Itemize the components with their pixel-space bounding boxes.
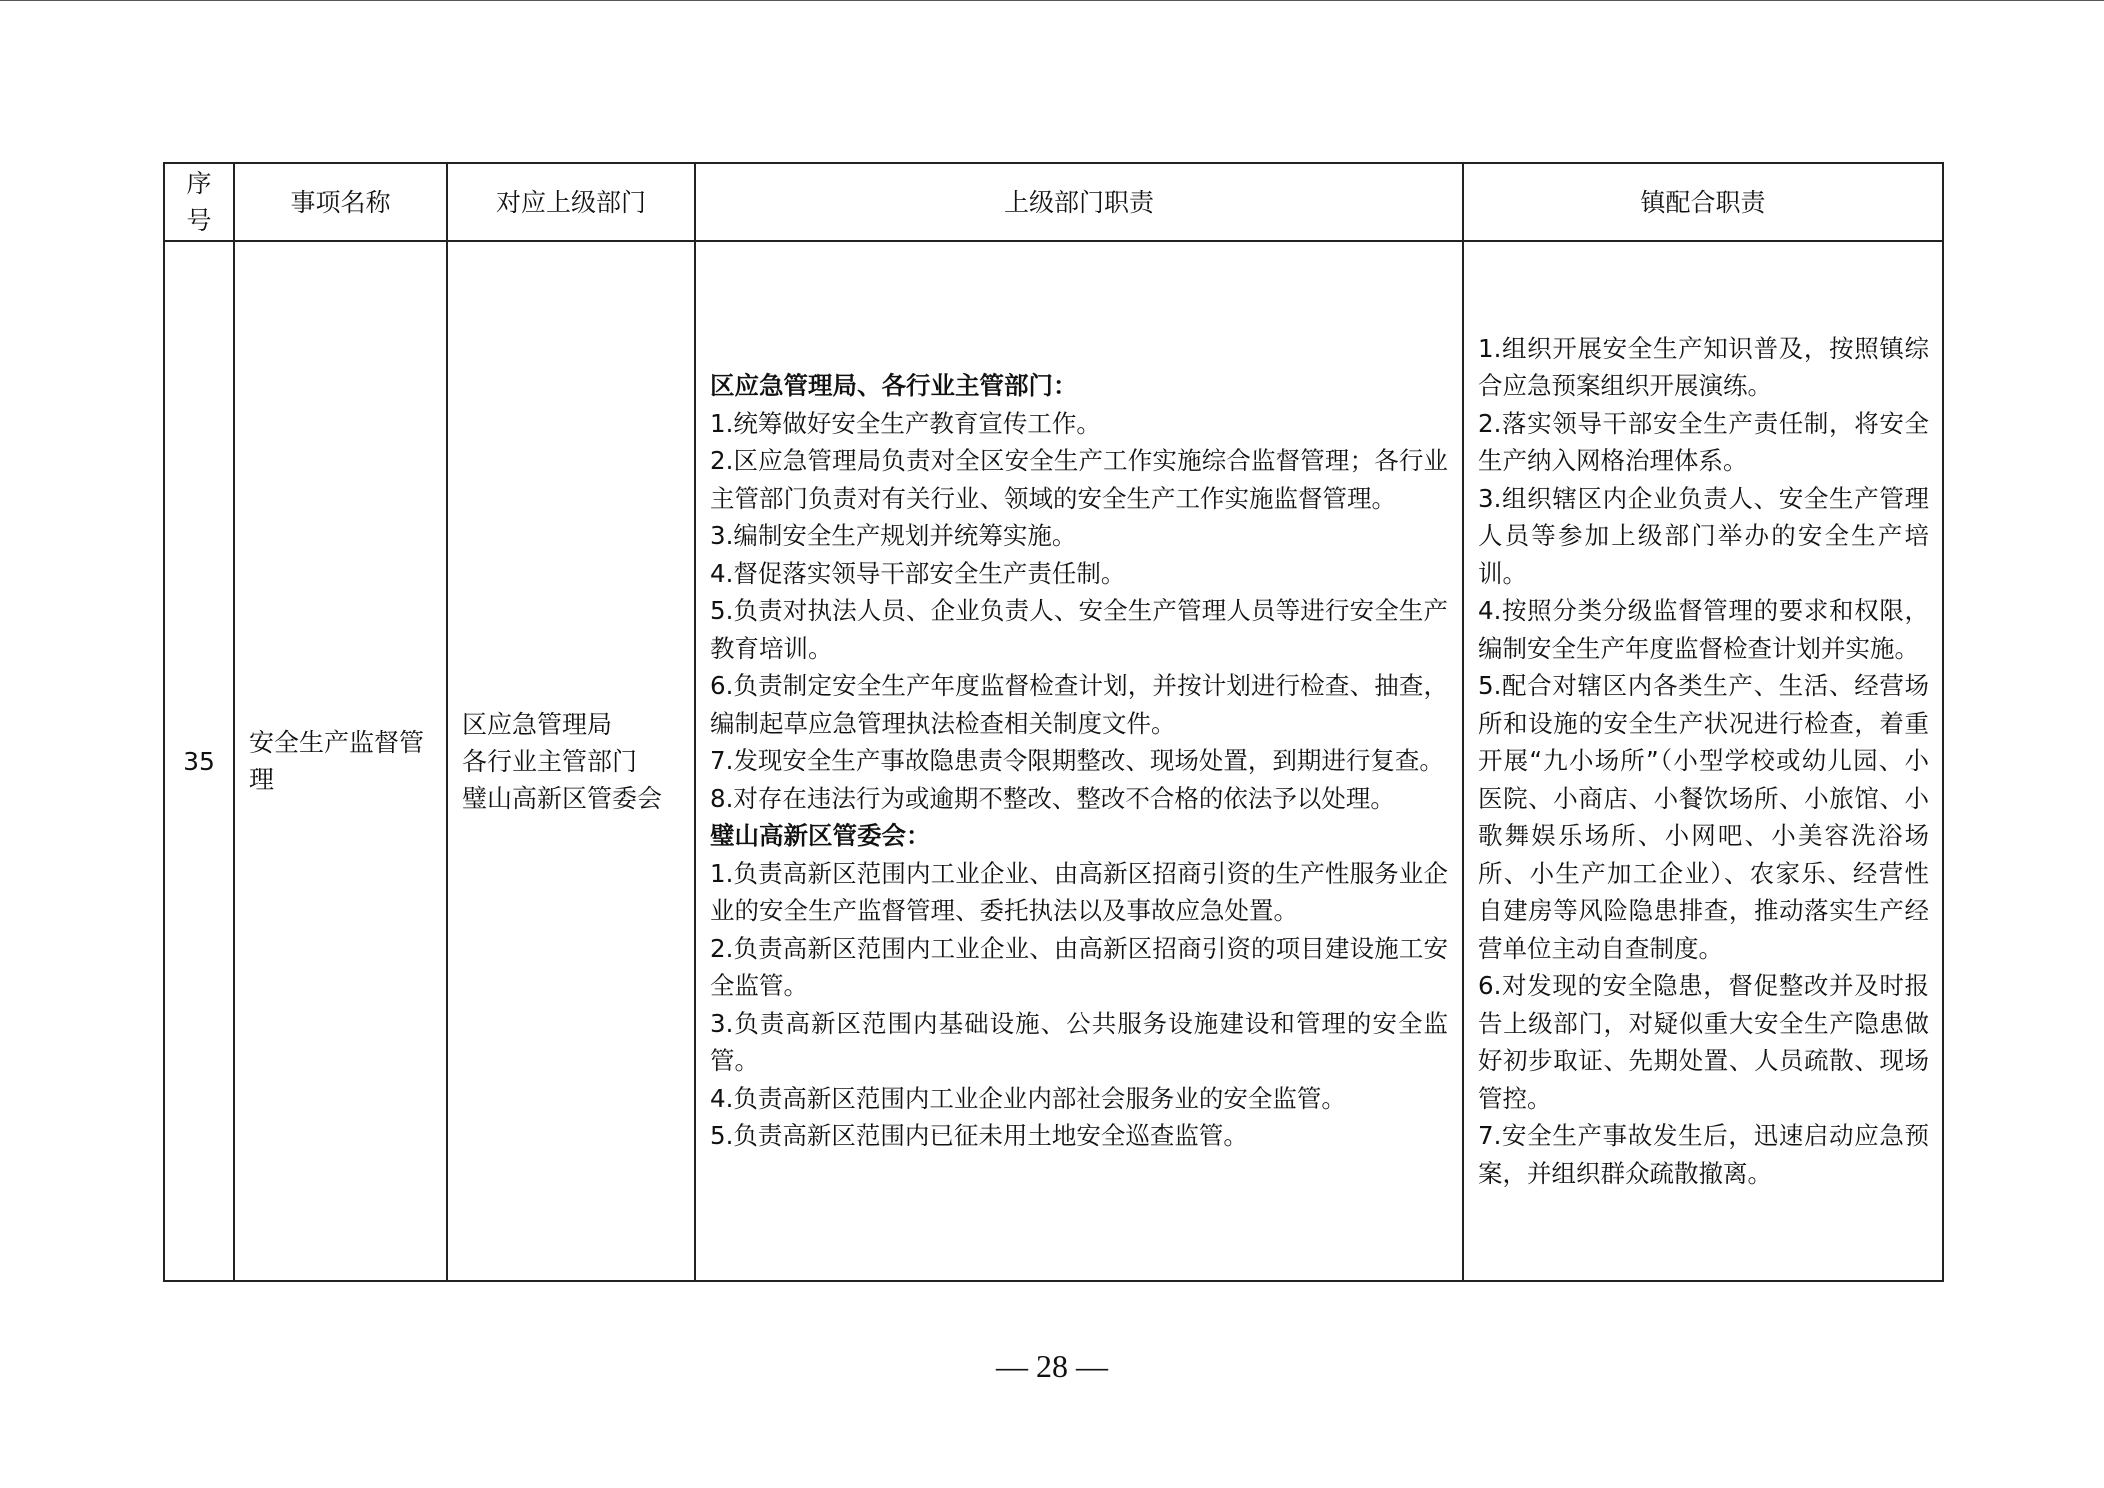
table-header-row: [164, 163, 1943, 241]
town-duty-item: 5.配合对辖区内各类生产、生活、经营场所和设施的安全生产状况进行检查，着重开展“九小场所”（小型学校或幼儿园、小医院、小商店、小餐饮场所、小旅馆、小歌舞娱乐场所、小网吧、小美容洗浴场所、小生产加工企业）、农家乐、经营性自建房等风险隐患排查，推动落实生产经营单位主动自查制度。: [1478, 671, 1929, 963]
dept-line: 璧山高新区管委会: [462, 783, 663, 813]
town-duty-item: 2.落实领导干部安全生产责任制，将安全生产纳入网格治理体系。: [1478, 408, 1929, 476]
duty-item: 4.负责高新区范围内工业企业内部社会服务业的安全监管。: [710, 1083, 1346, 1113]
header-seq-line1: 序: [186, 169, 212, 198]
duty-item: 7.发现安全生产事故隐患责令限期整改、现场处置，到期进行复查。: [710, 746, 1444, 776]
duty-item: 1.负责高新区范围内工业企业、由高新区招商引资的生产性服务业企业的安全生产监督管理、委托执法以及事故应急处置。: [710, 858, 1448, 926]
row-depts: [447, 241, 695, 1281]
row-seq: 35: [164, 241, 234, 1281]
duty-item: 1.统筹做好安全生产教育宣传工作。: [710, 408, 1101, 438]
row-item-name: 安全生产监督管理: [234, 241, 447, 1281]
dept-line: 各行业主管部门: [462, 746, 638, 776]
duty-item: 8.对存在违法行为或逾期不整改、整改不合格的依法予以处理。: [710, 783, 1395, 813]
town-duty-item: 3.组织辖区内企业负责人、安全生产管理人员等参加上级部门举办的安全生产培训。: [1478, 483, 1929, 588]
town-duty-item: 4.按照分类分级监督管理的要求和权限，编制安全生产年度监督检查计划并实施。: [1478, 596, 1929, 663]
page-number: — 28 —: [996, 1348, 1108, 1384]
duty-item: 3.编制安全生产规划并统筹实施。: [710, 521, 1077, 551]
dept-line: 区应急管理局: [462, 709, 613, 739]
row-upper-duties: [695, 241, 1463, 1281]
duty-item: 5.负责高新区范围内已征未用土地安全巡查监管。: [710, 1121, 1248, 1151]
duty-item: 3.负责高新区范围内基础设施、公共服务设施建设和管理的安全监管。: [710, 1008, 1448, 1076]
duty-item: 2.区应急管理局负责对全区安全生产工作实施综合监督管理；各行业主管部门负责对有关行业、领域的安全生产工作实施监督管理。: [710, 446, 1448, 513]
responsibility-table: [163, 162, 1944, 1282]
header-upper-dept: 对应上级部门: [447, 163, 695, 241]
row-town-duties: [1463, 241, 1943, 1281]
town-duty-item: 7.安全生产事故发生后，迅速启动应急预案，并组织群众疏散撤离。: [1478, 1121, 1929, 1188]
town-duty-item: 1.组织开展安全生产知识普及，按照镇综合应急预案组织开展演练。: [1478, 333, 1929, 401]
duty-item: 2.负责高新区范围内工业企业、由高新区招商引资的项目建设施工安全监管。: [710, 933, 1448, 1001]
section-heading: 区应急管理局、各行业主管部门：: [710, 371, 1078, 401]
header-seq-line2: 号: [186, 206, 212, 235]
duty-item: 4.督促落实领导干部安全生产责任制。: [710, 558, 1126, 588]
page-top-border: [0, 0, 2104, 1]
header-town-duties: 镇配合职责: [1463, 163, 1943, 241]
header-upper-duties: 上级部门职责: [695, 163, 1463, 241]
header-item-name: 事项名称: [234, 163, 447, 241]
duty-item: 5.负责对执法人员、企业负责人、安全生产管理人员等进行安全生产教育培训。: [710, 596, 1448, 663]
section-heading: 璧山高新区管委会：: [710, 821, 931, 851]
duty-item: 6.负责制定安全生产年度监督检查计划，并按计划进行检查、抽查，编制起草应急管理执法检查相关制度文件。: [710, 671, 1448, 738]
town-duty-item: 6.对发现的安全隐患，督促整改并及时报告上级部门，对疑似重大安全生产隐患做好初步取证、先期处置、人员疏散、现场管控。: [1478, 971, 1929, 1113]
table-row: [164, 241, 1943, 1281]
header-seq: [164, 163, 234, 241]
